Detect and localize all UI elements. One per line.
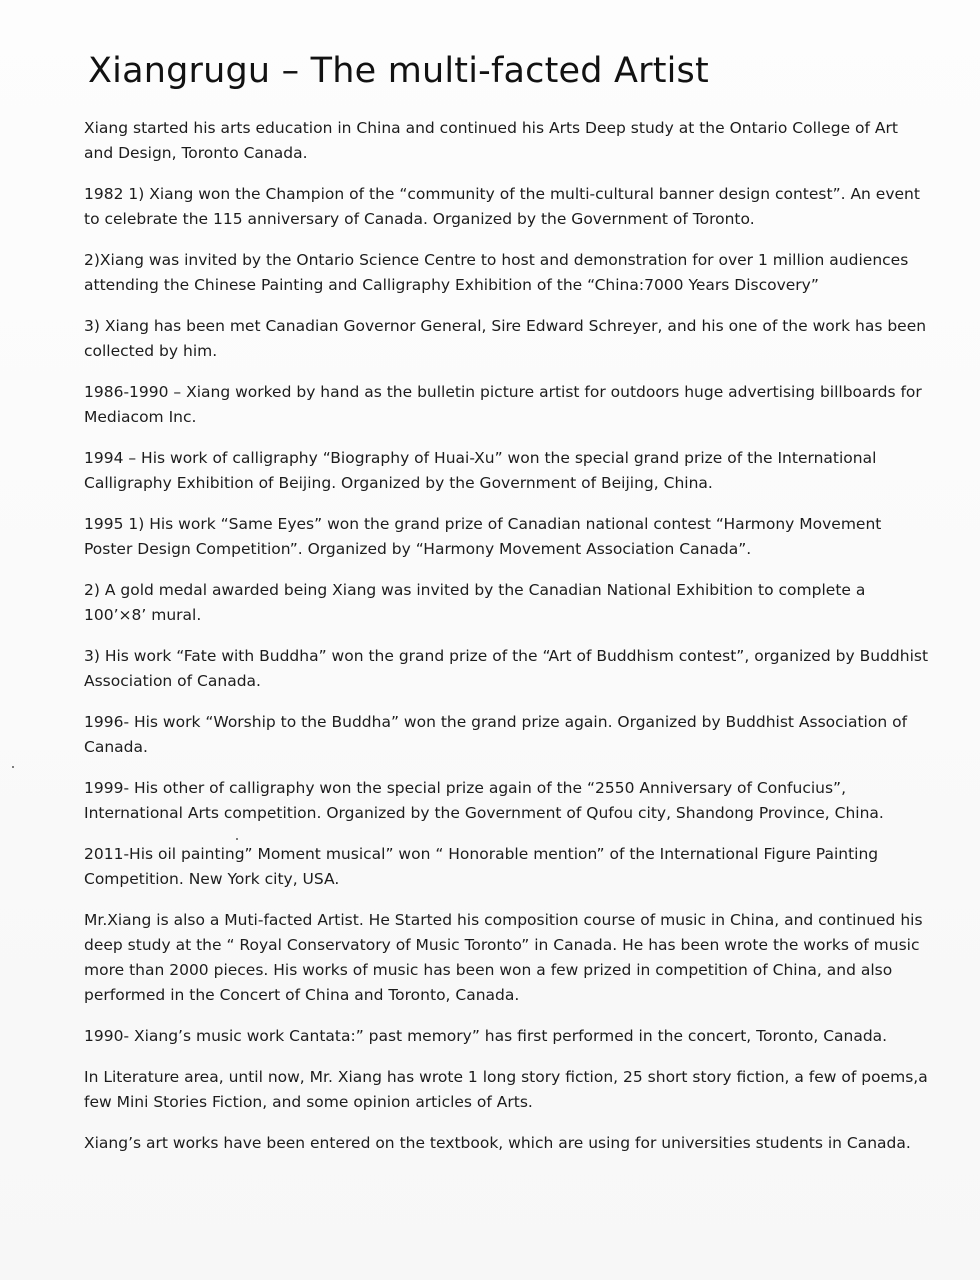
paragraph-1986-1990: 1986-1990 – Xiang worked by hand as the bulletin picture artist for outdoors huge advertising billboards for Mediacom Inc. — [84, 383, 922, 426]
paper-speck — [12, 766, 14, 768]
paragraph-1990-cantata: 1990- Xiang’s music work Cantata:” past memory” has first performed in the concert, Toronto, Canada. — [84, 1027, 888, 1045]
paragraph-gold-medal: 2) A gold medal awarded being Xiang was invited by the Canadian National Exhibition to complete a 100’×8’ mural. — [84, 581, 866, 624]
paragraph-literature: In Literature area, until now, Mr. Xiang has wrote 1 long story fiction, 25 short story fiction, a few of poems,a few Mini Stories Fiction, and some opinion articles of Arts. — [84, 1068, 928, 1111]
document-title: Xiangrugu – The multi-facted Artist — [88, 51, 709, 91]
paper-speck — [236, 838, 238, 840]
intro-paragraph: Xiang started his arts education in China and continued his Arts Deep study at the Ontario College of Art and Design, Toronto Canada. — [84, 119, 898, 162]
paragraph-textbook: Xiang’s art works have been entered on the textbook, which are using for universities students in Canada. — [84, 1134, 911, 1152]
paragraph-2011: 2011-His oil painting” Moment musical” won “ Honorable mention” of the International Figure Painting Competition. New York city, USA. — [84, 845, 879, 888]
document-body — [84, 48, 930, 1172]
paragraph-governor-general: 3) Xiang has been met Canadian Governor General, Sire Edward Schreyer, and his one of the work has been collected by him. — [84, 317, 927, 360]
paragraph-music: Mr.Xiang is also a Muti-facted Artist. He Started his composition course of music in China, and continued his deep study at the “ Royal Conservatory of Music Toronto” in Canada. He has been wrote the works of music more than 2000 pieces. His works of music has been won a few prized in competition of China, and also performed in the Concert of China and Toronto, Canada. — [84, 911, 923, 1004]
paragraph-science-centre: 2)Xiang was invited by the Ontario Science Centre to host and demonstration for over 1 million audiences attending the Chinese Painting and Calligraphy Exhibition of the “China:7000 Years Discovery” — [84, 251, 909, 294]
paragraph-1996: 1996- His work “Worship to the Buddha” won the grand prize again. Organized by Buddhist Association of Canada. — [84, 713, 908, 756]
paragraph-1994: 1994 – His work of calligraphy “Biography of Huai-Xu” won the special grand prize of the International Calligraphy Exhibition of Beijing. Organized by the Government of Beijing, China. — [84, 449, 877, 492]
paragraph-1999: 1999- His other of calligraphy won the special prize again of the “2550 Anniversary of Confucius”, International Arts competition. Organized by the Government of Qufou city, Shandong Province, China. — [84, 779, 884, 822]
paragraph-fate-with-buddha: 3) His work “Fate with Buddha” won the grand prize of the “Art of Buddhism contest”, organized by Buddhist Association of Canada. — [84, 647, 929, 690]
paragraph-1982-banner: 1982 1) Xiang won the Champion of the “community of the multi-cultural banner design contest”. An event to celebrate the 115 anniversary of Canada. Organized by the Government of Toronto. — [84, 185, 920, 228]
paragraph-1995-same-eyes: 1995 1) His work “Same Eyes” won the grand prize of Canadian national contest “Harmony Movement Poster Design Competition”. Organized by “Harmony Movement Association Canada”. — [84, 515, 882, 558]
